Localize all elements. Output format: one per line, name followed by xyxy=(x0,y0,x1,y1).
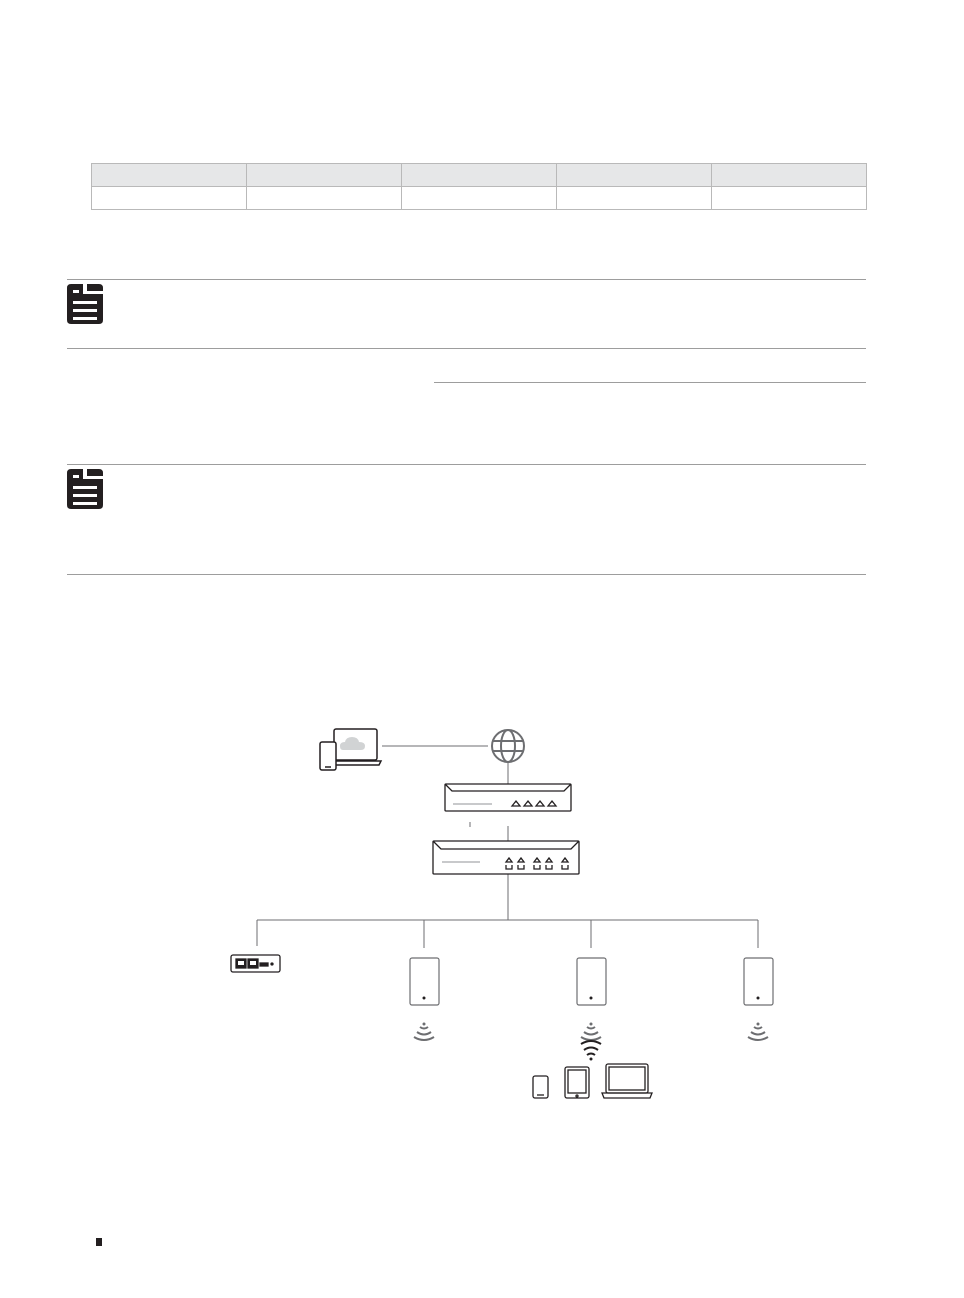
section-divider xyxy=(434,382,866,383)
note-top-divider xyxy=(67,279,866,280)
table-header-cell xyxy=(402,164,557,187)
note-document-icon xyxy=(67,469,103,509)
page-footer-marker xyxy=(96,1238,102,1246)
router-icon xyxy=(445,784,571,811)
note-document-icon xyxy=(67,284,103,324)
access-point-icon xyxy=(410,958,439,1040)
table-cell xyxy=(557,187,712,210)
spec-table xyxy=(91,163,867,210)
table-row xyxy=(92,187,867,210)
note-top-divider xyxy=(67,464,866,465)
table-cell xyxy=(247,187,402,210)
laptop-phone-cloud-icon xyxy=(320,729,381,770)
network-topology-diagram xyxy=(0,700,964,1120)
table-cell xyxy=(712,187,867,210)
table-header-cell xyxy=(92,164,247,187)
table-header-cell xyxy=(247,164,402,187)
access-point-icon xyxy=(577,958,606,1061)
page-header-bar xyxy=(0,0,964,27)
internet-globe-icon xyxy=(492,730,524,762)
client-tablet-icon xyxy=(565,1067,589,1098)
table-cell xyxy=(92,187,247,210)
controller-icon xyxy=(231,955,280,972)
switch-icon xyxy=(433,841,579,874)
note-bottom-divider xyxy=(67,574,866,575)
table-header-cell xyxy=(557,164,712,187)
table-header-row xyxy=(92,164,867,187)
client-phone-icon xyxy=(533,1076,548,1098)
client-laptop-icon xyxy=(602,1064,652,1098)
table-cell xyxy=(402,187,557,210)
access-point-icon xyxy=(744,958,773,1040)
table-header-cell xyxy=(712,164,867,187)
note-bottom-divider xyxy=(67,348,866,349)
